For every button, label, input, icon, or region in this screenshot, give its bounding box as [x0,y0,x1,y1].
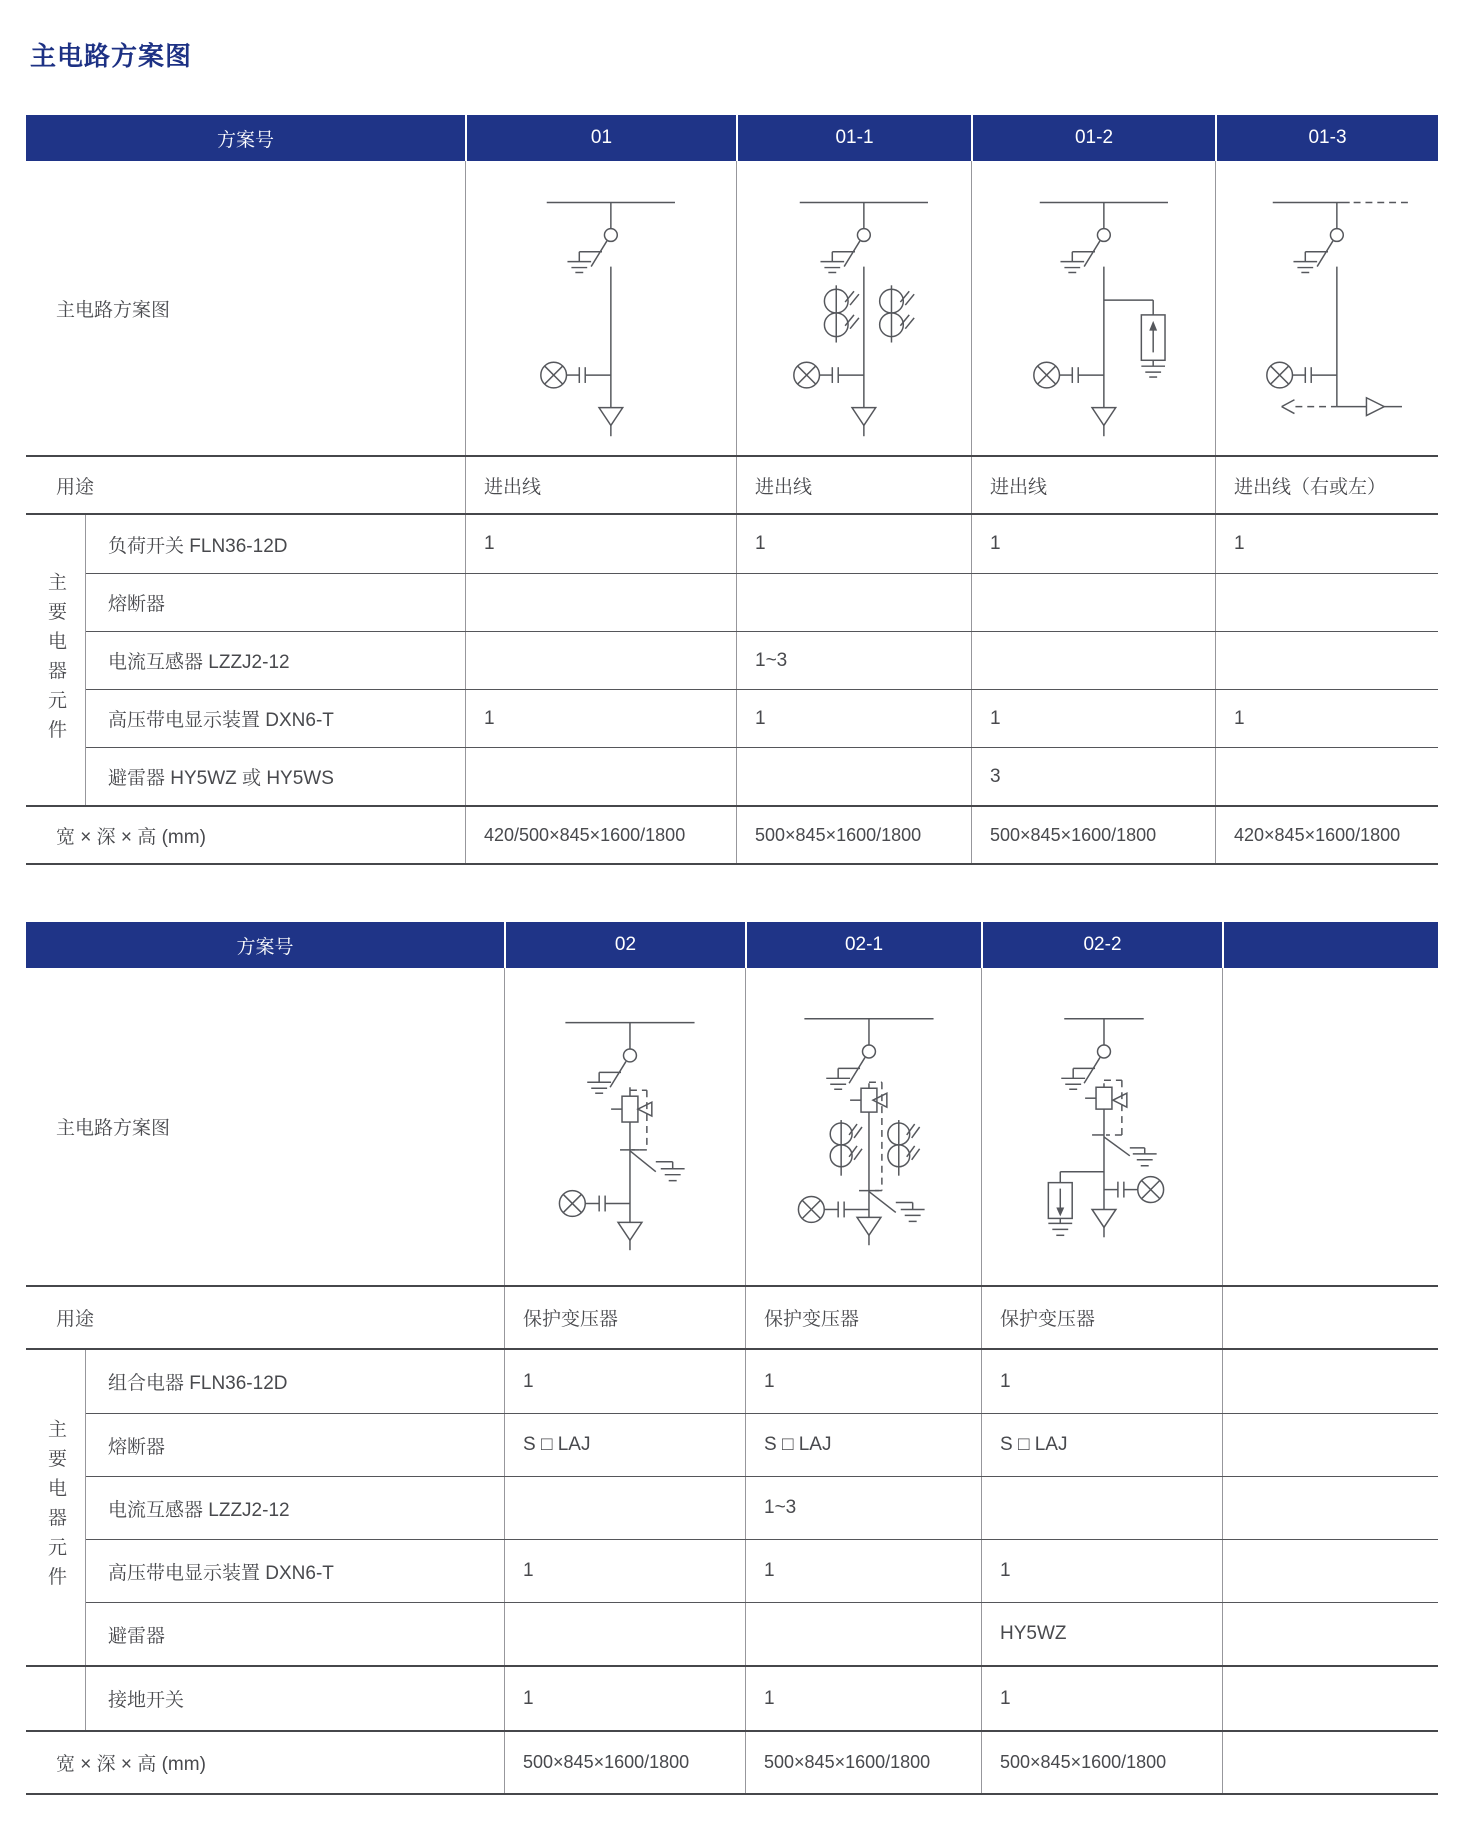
diagram-cell [1215,161,1438,455]
group-items [86,515,1438,805]
circuit-diagram-01-3-icon [1217,163,1437,453]
component-row [86,1413,1438,1476]
dimensions-value: 500×845×1600/1800 [981,1732,1222,1793]
scheme-cell: 01 [465,115,736,161]
component-label: 组合电器 FLN36-12D [108,1373,288,1394]
diagram-cell [745,968,981,1285]
component-value [465,574,736,631]
component-value [971,632,1215,689]
usage-value: 保护变压器 [745,1287,981,1348]
circuit-diagram-01-icon [491,163,711,453]
diagram-cell [981,968,1222,1285]
scheme-table-01 [26,115,1438,865]
dimensions-value: 420×845×1600/1800 [1215,807,1438,863]
component-row [86,515,1438,573]
component-label: 负荷开关 FLN36-12D [108,535,288,557]
diagram-cell-empty [1222,968,1438,1285]
component-value: 1 [971,515,1215,573]
usage-row [26,1285,1438,1348]
component-label: 电流互感器 LZZJ2-12 [108,652,290,673]
component-value [1222,1414,1438,1476]
circuit-diagram-02-1-icon [754,973,974,1281]
diagram-label: 主电路方案图 [56,299,171,321]
component-value: 1 [1215,690,1438,747]
component-value [1222,1350,1438,1413]
component-value: 1 [504,1350,745,1413]
dimensions-value: 420/500×845×1600/1800 [465,807,736,863]
component-value [504,1477,745,1539]
page-title: 主电路方案图 [30,41,193,71]
component-row [86,1350,1438,1413]
component-value: 1~3 [745,1477,981,1539]
component-value [981,1477,1222,1539]
earth-switch-row [86,1667,1438,1730]
component-row [86,573,1438,631]
component-value: 1 [981,1540,1222,1602]
component-value [1222,1540,1438,1602]
component-value [1222,1603,1438,1665]
component-value: 1 [745,1667,981,1730]
dimensions-value [1222,1732,1438,1793]
component-value: 1 [504,1667,745,1730]
scheme-table-02 [26,922,1438,1795]
component-row [86,1476,1438,1539]
main-components-group [26,513,1438,805]
component-value: 1 [736,690,971,747]
group-items [86,1350,1438,1665]
component-label: 高压带电显示装置 DXN6-T [108,1562,334,1584]
component-value: 1 [465,515,736,573]
dimensions-value: 500×845×1600/1800 [736,807,971,863]
component-value: 1 [745,1540,981,1602]
component-value: 1 [504,1540,745,1602]
circuit-diagram-01-1-icon [744,163,964,453]
usage-value: 进出线 [736,457,971,513]
group-label-cell [26,515,86,805]
component-label: 避雷器 [108,1625,166,1647]
usage-value: 进出线（右或左） [1215,457,1438,513]
scheme-cell [1222,922,1438,968]
component-row [86,689,1438,747]
component-label: 避雷器 HY5WZ 或 HY5WS [108,768,334,789]
scheme-cell: 02 [504,922,745,968]
scheme-cell: 01-2 [971,115,1215,161]
diagram-row [26,161,1438,455]
component-value: 3 [971,748,1215,805]
scheme-cell: 02-1 [745,922,981,968]
component-value: 1 [736,515,971,573]
component-row [86,1602,1438,1665]
component-value: 1 [745,1350,981,1413]
usage-value: 进出线 [465,457,736,513]
component-value: 1 [465,690,736,747]
component-label: 高压带电显示装置 DXN6-T [108,710,334,731]
circuit-diagram-01-2-icon [984,163,1204,453]
dimensions-label: 宽 × 深 × 高 (mm) [56,1754,206,1775]
component-value [465,748,736,805]
component-value [736,574,971,631]
component-label: 熔断器 [108,594,166,615]
diagram-label: 主电路方案图 [56,1118,171,1139]
scheme-header-cell: 方案号 [216,129,274,151]
component-value [745,1603,981,1665]
main-components-group [26,1348,1438,1665]
dimensions-row [26,805,1438,863]
usage-value [1222,1287,1438,1348]
group-label-cell-empty [26,1667,86,1730]
component-value: S □ LAJ [745,1414,981,1476]
scheme-header-cell: 方案号 [236,936,294,958]
header-row [26,115,1438,161]
scheme-cell: 02-2 [981,922,1222,968]
group-label: 主要电器元件 [45,571,66,749]
usage-value: 保护变压器 [981,1287,1222,1348]
scheme-cell: 01-3 [1215,115,1438,161]
component-value: S □ LAJ [981,1414,1222,1476]
usage-value: 保护变压器 [504,1287,745,1348]
component-value [465,632,736,689]
diagram-cell [971,161,1215,455]
component-row [86,747,1438,805]
usage-label: 用途 [56,476,95,498]
component-row [86,631,1438,689]
circuit-diagram-02-icon [515,973,735,1281]
component-value: S □ LAJ [504,1414,745,1476]
component-value: 1 [971,690,1215,747]
component-value: HY5WZ [981,1603,1222,1665]
usage-value: 进出线 [971,457,1215,513]
component-value: 1 [981,1667,1222,1730]
dimensions-value: 500×845×1600/1800 [971,807,1215,863]
component-value [971,574,1215,631]
component-value [1215,748,1438,805]
component-value [1215,632,1438,689]
dimensions-value: 500×845×1600/1800 [745,1732,981,1793]
diagram-cell [465,161,736,455]
component-value: 1 [1215,515,1438,573]
group-label: 主要电器元件 [45,1419,66,1596]
component-value [1215,574,1438,631]
component-value [504,1603,745,1665]
circuit-diagram-02-2-icon [992,973,1212,1281]
dimensions-row [26,1730,1438,1793]
diagram-cell [504,968,745,1285]
component-value: 1 [981,1350,1222,1413]
component-label: 熔断器 [108,1436,166,1458]
dimensions-label: 宽 × 深 × 高 (mm) [56,826,206,848]
group-items [86,1667,1438,1730]
component-value [1222,1477,1438,1539]
header-row [26,922,1438,968]
component-label: 电流互感器 LZZJ2-12 [108,1499,290,1521]
diagram-row [26,968,1438,1285]
component-row [86,1539,1438,1602]
component-value [1222,1667,1438,1730]
diagram-cell [736,161,971,455]
usage-label: 用途 [56,1309,95,1330]
usage-row [26,455,1438,513]
group-label-cell [26,1350,86,1665]
scheme-cell: 01-1 [736,115,971,161]
component-label: 接地开关 [108,1690,185,1711]
component-value [736,748,971,805]
earth-switch-group [26,1665,1438,1730]
component-value: 1~3 [736,632,971,689]
dimensions-value: 500×845×1600/1800 [504,1732,745,1793]
